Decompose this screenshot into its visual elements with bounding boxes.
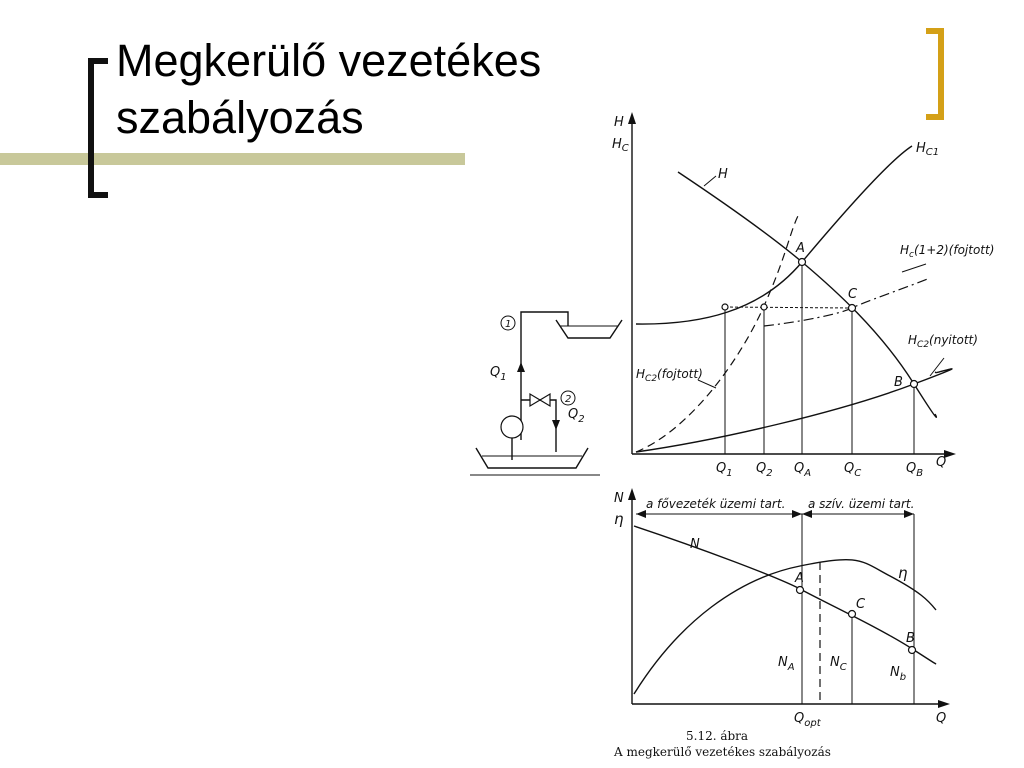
label-na: $N_A$ xyxy=(778,655,795,673)
tick-q1: $Q_1$ xyxy=(716,461,733,479)
label-nb: $N_b$ xyxy=(890,665,907,683)
main-pipe xyxy=(521,312,568,440)
range-arrow-mid-right xyxy=(802,510,812,518)
pump-icon xyxy=(501,416,523,438)
label-curve-hc2-open: $H_{C2}(nyitott)$ xyxy=(908,333,978,350)
label-curve-hc2-throttled: $H_{C2}(fojtott)$ xyxy=(636,367,703,384)
upper-point-c xyxy=(849,305,856,312)
pump-schematic xyxy=(470,312,622,475)
leader-hc2-throttled xyxy=(698,380,716,388)
leader-h xyxy=(704,176,716,186)
lower-label-b: B xyxy=(906,631,915,646)
range-arrow-right xyxy=(904,510,914,518)
lower-y-arrow xyxy=(628,488,636,500)
branch-2-label: 2 xyxy=(565,394,572,405)
curve-hc2-throttled xyxy=(636,212,800,452)
upper-y-arrow xyxy=(628,112,636,124)
label-curve-n: N xyxy=(690,537,700,552)
upper-label-c: C xyxy=(848,287,858,302)
range-label-suction: a szív. üzemi tart. xyxy=(808,497,915,511)
upper-y-label-h: H xyxy=(614,115,624,130)
bypass-pipe xyxy=(521,400,556,452)
label-nc: $N_C$ xyxy=(830,655,847,673)
lower-y-label-n: N xyxy=(614,491,624,506)
label-curve-hc12: $H_c(1+2)(fojtott)$ xyxy=(900,243,995,260)
lower-point-c xyxy=(849,611,856,618)
flow-q2-label: $Q_2$ xyxy=(568,407,585,425)
title-line-1: Megkerülő vezetékes xyxy=(116,35,542,86)
main-pipe-arrow xyxy=(517,362,525,372)
range-label-main: a fővezeték üzemi tart. xyxy=(646,497,786,511)
tick-qa: $Q_A$ xyxy=(794,461,812,479)
lower-x-label: Q xyxy=(936,711,947,726)
label-curve-h: H xyxy=(718,167,728,182)
branch-1-label: 1 xyxy=(505,319,512,330)
upper-point-a xyxy=(799,259,806,266)
upper-point-q2 xyxy=(761,304,767,310)
curve-hc1 xyxy=(636,146,912,324)
leader-hc12 xyxy=(902,264,926,272)
tick-qc: $Q_C$ xyxy=(844,461,862,479)
level-line-c xyxy=(725,307,852,308)
label-curve-eta: η xyxy=(898,564,908,582)
curve-n xyxy=(634,526,936,664)
figure-number: 5.12. ábra xyxy=(686,729,749,743)
upper-point-b xyxy=(911,381,918,388)
lower-tank xyxy=(476,448,588,468)
upper-point-q1 xyxy=(722,304,728,310)
upper-y-label-hc: $H_C$ xyxy=(612,137,629,154)
upper-label-b: B xyxy=(894,375,903,390)
range-arrow-left xyxy=(636,510,646,518)
label-curve-hc1: $H_{C1}$ xyxy=(916,141,940,158)
flow-q1-label: $Q_1$ xyxy=(490,365,507,383)
lower-diagram xyxy=(614,488,950,729)
curve-hc2-open xyxy=(636,369,952,452)
upper-tank xyxy=(556,320,622,338)
bypass-pipe-arrow xyxy=(552,420,560,430)
upper-x-label: Q xyxy=(936,455,947,470)
label-qopt: $Q_{opt}$ xyxy=(794,711,821,729)
lower-x-arrow xyxy=(938,700,950,708)
upper-label-a: A xyxy=(796,241,805,256)
lower-y-label-eta: η xyxy=(614,510,624,528)
lower-label-c: C xyxy=(856,597,866,612)
lower-label-a: A xyxy=(795,571,804,586)
tick-q2: $Q_2$ xyxy=(756,461,773,479)
valve-right xyxy=(540,394,550,406)
tick-qb: $Q_B$ xyxy=(906,461,924,479)
range-arrow-mid-left xyxy=(792,510,802,518)
figure-caption: A megkerülő vezetékes szabályozás xyxy=(614,745,831,759)
valve-left xyxy=(530,394,540,406)
title-line-2: szabályozás xyxy=(116,92,364,143)
lower-point-b xyxy=(909,647,916,654)
lower-point-a xyxy=(797,587,804,594)
upper-diagram xyxy=(612,112,994,479)
